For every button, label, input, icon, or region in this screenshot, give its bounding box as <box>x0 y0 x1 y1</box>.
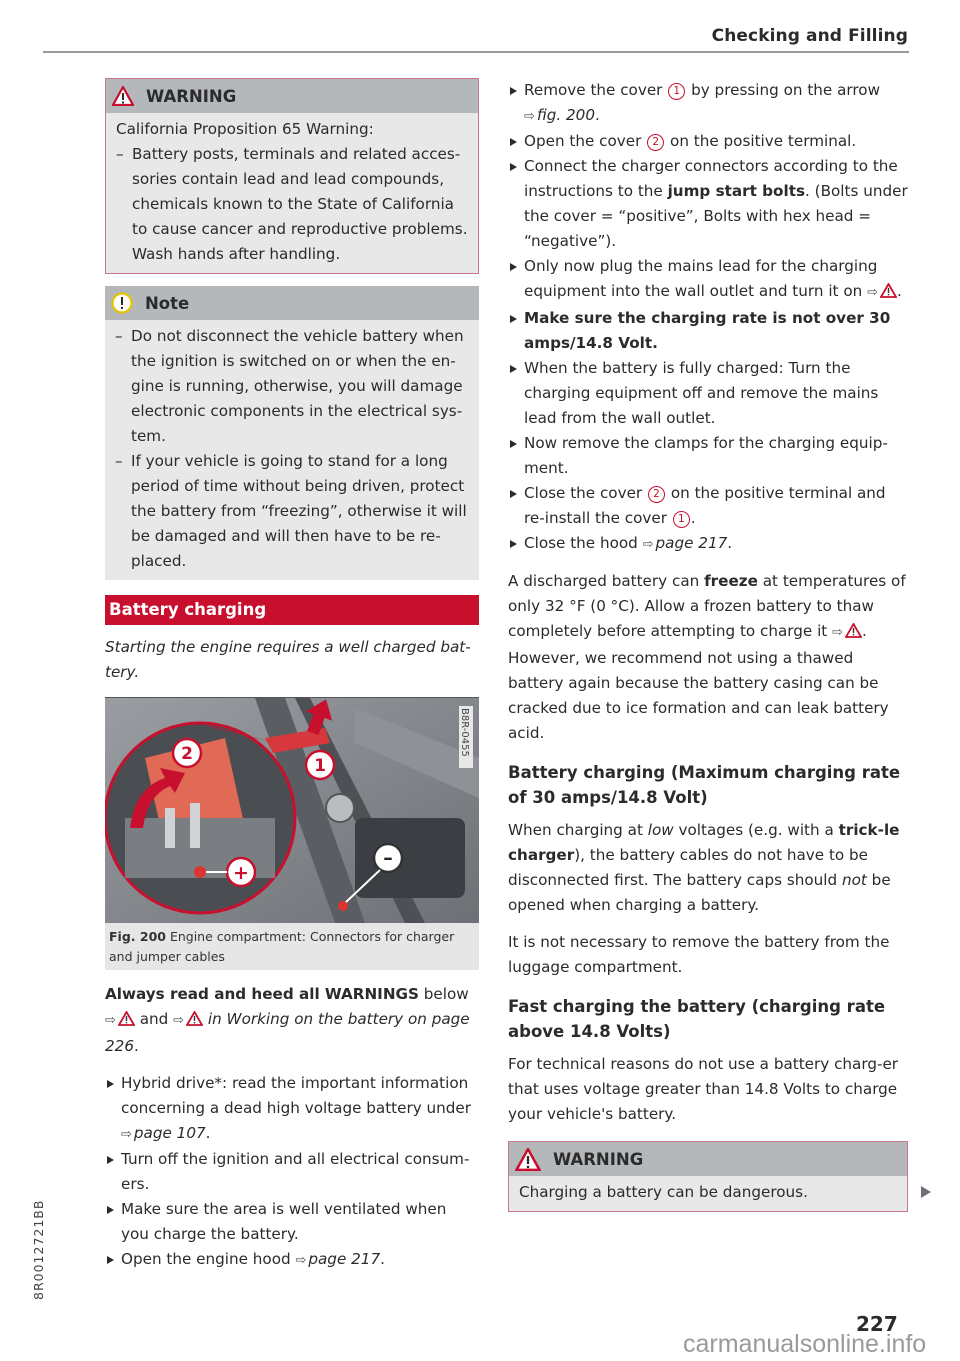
note-box-body <box>105 320 479 580</box>
note-item: – If your vehicle is going to stand for a long period of time without being driven, protect the battery from “freezing”, otherwise it will be damaged and will then have to be re-placed. <box>115 449 469 574</box>
subheading-fast-charging: Fast charging the battery (charging rate above 14.8 Volts) <box>508 997 886 1041</box>
warning-triangle-icon[interactable] <box>186 1009 203 1034</box>
note-item: – Do not disconnect the vehicle battery when the ignition is switched on or when the en-gine is running, otherwise, you will damage electronic components in the electrical sys-tem. <box>115 324 469 449</box>
low-voltage-paragraph: When charging at low voltages (e.g. with a trick-le charger), the battery cables do not have to be disconnected first. The battery caps should not be opened when charging a battery. <box>508 821 900 914</box>
callout-minus: – <box>383 847 393 869</box>
warning-box-charging <box>508 1141 908 1212</box>
warning-title: WARNING <box>146 86 237 106</box>
freeze-paragraph: A discharged battery can freeze at temperatures of only 32 °F (0 °C). Allow a frozen battery to thaw completely before attempting to charge it ⇨ . However, we recommend not using a thawed battery again because the battery casing can be cracked due to ice formation and can leak battery acid. <box>508 572 906 742</box>
step-item: Only now plug the mains lead for the charging equipment into the wall outlet and turn it on ⇨ . <box>508 254 908 306</box>
warning-triangle-icon[interactable] <box>845 621 862 646</box>
right-column <box>508 78 908 1212</box>
reference-arrow-icon: ⇨ <box>524 109 535 124</box>
note-title: Note <box>145 293 190 313</box>
warning-lead: California Proposition 65 Warning: <box>116 120 374 138</box>
warning-title: WARNING <box>553 1149 644 1169</box>
callout-plus: + <box>233 862 249 884</box>
reference-arrow-icon: ⇨ <box>121 1127 132 1142</box>
reference-arrow-icon: ⇨ <box>295 1253 307 1268</box>
step-item: Connect the charger connectors according to the instructions to the jump start bolts. (Bolts under the cover = “positive”, Bolts with hex head = “negative”). <box>508 154 908 254</box>
note-box <box>105 286 479 580</box>
step-item: Close the cover 2 on the positive terminal and re-install the cover 1 . <box>508 481 908 531</box>
callout-1-icon: 1 <box>668 83 685 100</box>
reference-arrow-icon: ⇨ <box>832 625 843 640</box>
step-item: Open the engine hood ⇨ page 217. <box>105 1247 479 1273</box>
warning-box-body: Charging a battery can be dangerous. <box>519 1183 808 1201</box>
watermark: carmanualsonline.info <box>683 1330 927 1358</box>
header-rule <box>43 51 909 53</box>
page-number: 227 <box>856 1312 898 1336</box>
warning-triangle-icon[interactable] <box>118 1009 135 1034</box>
step-item: Open the cover 2 on the positive terminal. <box>508 129 908 154</box>
section-heading: Battery charging <box>105 595 479 625</box>
figure-label: Fig. 200 <box>109 929 166 944</box>
page-reference-link[interactable]: page 217 <box>655 534 728 552</box>
callout-1-icon: 1 <box>673 511 690 528</box>
fast-charging-paragraph: For technical reasons do not use a battery charg-er that uses voltage greater than 14.8 Volts to charge your vehicle's battery. <box>508 1055 899 1123</box>
section-intro: Starting the engine requires a well charged bat-tery. <box>105 638 471 681</box>
luggage-paragraph: It is not necessary to remove the battery from the luggage compartment. <box>508 933 890 976</box>
engine-illustration <box>105 698 479 923</box>
reference-arrow-icon: ⇨ <box>642 537 654 552</box>
chapter-title: Checking and Filling <box>711 26 908 46</box>
note-box-header <box>105 286 479 320</box>
callout-2-icon: 2 <box>647 134 664 151</box>
callout-2-icon: 2 <box>648 486 665 503</box>
step-item: Now remove the clamps for the charging equip-ment. <box>508 431 908 481</box>
reference-link[interactable]: in Working on the battery on page 226 <box>105 1010 470 1055</box>
note-exclamation-icon <box>111 292 133 314</box>
figure-caption-text: Engine compartment: Connectors for charger and jumper cables <box>109 929 455 964</box>
step-item: Close the hood ⇨ page 217. <box>508 531 908 557</box>
step-item: Turn off the ignition and all electrical consum-ers. <box>105 1147 479 1197</box>
continue-arrow-icon <box>921 1186 931 1198</box>
step-item-emphasis: Make sure the charging rate is not over 30 amps/14.8 Volt. <box>508 306 908 356</box>
warning-triangle-icon <box>515 1148 541 1171</box>
reference-arrow-icon: ⇨ <box>105 1013 116 1028</box>
warning-box-body <box>106 113 478 273</box>
reference-arrow-icon: ⇨ <box>173 1013 185 1028</box>
reference-arrow-icon: ⇨ <box>867 285 878 300</box>
warning-box-header <box>106 79 478 113</box>
figure-caption <box>105 923 479 970</box>
warning-triangle-icon <box>112 86 134 106</box>
callout-2: 2 <box>181 744 193 764</box>
left-column <box>105 78 479 1273</box>
warning-item: – Battery posts, terminals and related acces-sories contain lead and lead compounds, chemicals known to the State of California to cause cancer and reproductive problems. Wash hands after handling. <box>116 142 468 267</box>
page-reference-link[interactable]: page 107 <box>133 1124 206 1142</box>
callout-1: 1 <box>314 756 326 776</box>
warning-box-header <box>509 1142 907 1176</box>
always-read-paragraph: Always read and heed all WARNINGS below ⇨ and ⇨ in Working on the battery on page 226. <box>105 985 470 1055</box>
figure-code: B8R-0455 <box>459 708 470 757</box>
left-steps <box>105 1071 479 1273</box>
document-code: 8R0012721BB <box>31 1199 46 1300</box>
page-reference-link[interactable]: page 217 <box>308 1250 381 1268</box>
step-item: Remove the cover 1 by pressing on the arrow ⇨ fig. 200. <box>508 78 908 129</box>
step-item: Hybrid drive*: read the important information concerning a dead high voltage battery under ⇨ page 107. <box>105 1071 479 1147</box>
figure-reference-link[interactable]: fig. 200 <box>536 106 596 124</box>
engine-compartment-figure <box>105 697 479 923</box>
warning-triangle-icon[interactable] <box>880 281 897 306</box>
subheading-max-rate: Battery charging (Maximum charging rate of 30 amps/14.8 Volt) <box>508 763 901 807</box>
step-item: When the battery is fully charged: Turn the charging equipment off and remove the mains lead from the wall outlet. <box>508 356 908 431</box>
step-item: Make sure the area is well ventilated when you charge the battery. <box>105 1197 479 1247</box>
warning-box-prop65 <box>105 78 479 274</box>
